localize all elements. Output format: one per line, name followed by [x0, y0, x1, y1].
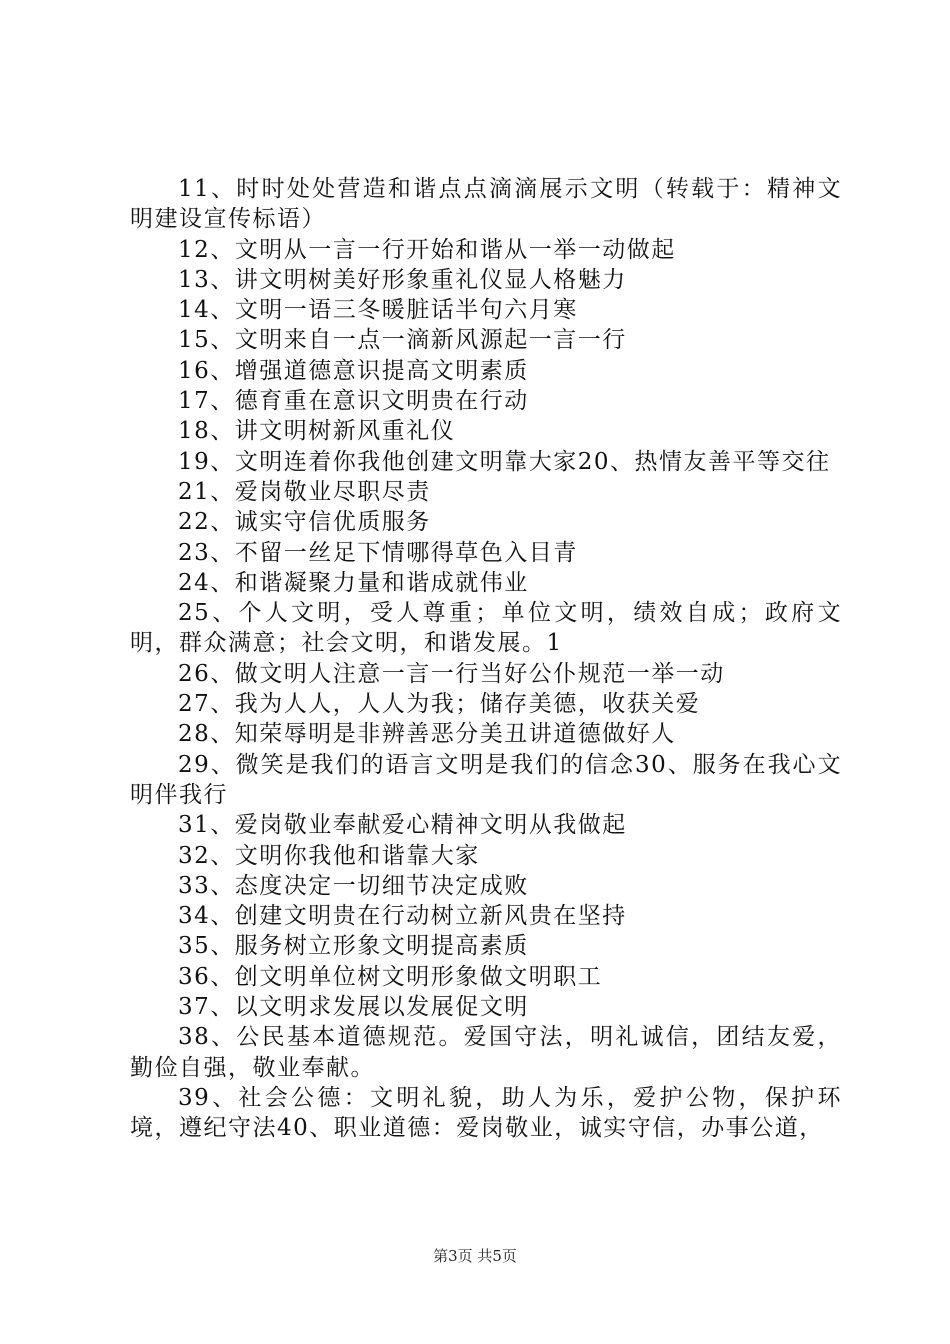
- paragraph-28: 28、知荣辱明是非辨善恶分美丑讲道德做好人: [178, 721, 676, 748]
- paragraph-34: 34、创建文明贵在行动树立新风贵在坚持: [178, 903, 627, 930]
- paragraph-31: 31、爱岗敬业奉献爱心精神文明从我做起: [178, 812, 627, 839]
- paragraph-25: 25、个人文明，受人尊重；单位文明，绩效自成；政府文明，群众满意；社会文明，和谐发展。1: [130, 600, 842, 657]
- paragraph-14: 14、文明一语三冬暖脏话半句六月寒: [178, 297, 578, 324]
- paragraph-18: 18、讲文明树新风重礼仪: [178, 418, 456, 445]
- paragraph-19: 19、文明连着你我他创建文明靠大家20、热情友善平等交往: [178, 448, 831, 475]
- paragraph-23: 23、不留一丝足下情哪得草色入目青: [178, 539, 578, 566]
- paragraph-38: 38、公民基本道德规范。爱国守法，明礼诚信，团结友爱，勤俭自强，敬业奉献。: [130, 1024, 842, 1081]
- paragraph-21: 21、爱岗敬业尽职尽责: [178, 478, 431, 505]
- paragraph-12: 12、文明从一言一行开始和谐从一举一动做起: [178, 236, 676, 263]
- paragraph-13: 13、讲文明树美好形象重礼仪显人格魅力: [178, 266, 627, 293]
- paragraph-24: 24、和谐凝聚力量和谐成就伟业: [178, 569, 529, 596]
- page-number-footer: 第3页 共5页: [433, 1247, 517, 1265]
- paragraph-35: 35、服务树立形象文明提高素质: [178, 933, 529, 960]
- paragraph-26: 26、做文明人注意一言一行当好公仆规范一举一动: [178, 660, 725, 687]
- paragraph-16: 16、增强道德意识提高文明素质: [178, 357, 529, 384]
- paragraph-11: 11、时时处处营造和谐点点滴滴展示文明（转载于：精神文明建设宣传标语）: [130, 176, 842, 233]
- paragraph-27: 27、我为人人，人人为我；储存美德，收获关爱: [178, 691, 701, 718]
- paragraph-36: 36、创文明单位树文明形象做文明职工: [178, 963, 603, 990]
- paragraph-15: 15、文明来自一点一滴新风源起一言一行: [178, 327, 627, 354]
- paragraph-37: 37、以文明求发展以发展促文明: [178, 994, 529, 1021]
- document-body: [130, 174, 842, 1144]
- paragraph-29: 29、微笑是我们的语言文明是我们的信念30、服务在我心文明伴我行: [130, 751, 842, 808]
- paragraph-39: 39、社会公德：文明礼貌，助人为乐，爱护公物，保护环境，遵纪守法40、职业道德：爱岗敬业，诚实守信，办事公道，: [130, 1084, 842, 1142]
- paragraph-17: 17、德育重在意识文明贵在行动: [178, 388, 529, 415]
- paragraph-33: 33、态度决定一切细节决定成败: [178, 872, 529, 899]
- paragraph-32: 32、文明你我他和谐靠大家: [178, 842, 480, 869]
- paragraph-22: 22、诚实守信优质服务: [178, 509, 431, 536]
